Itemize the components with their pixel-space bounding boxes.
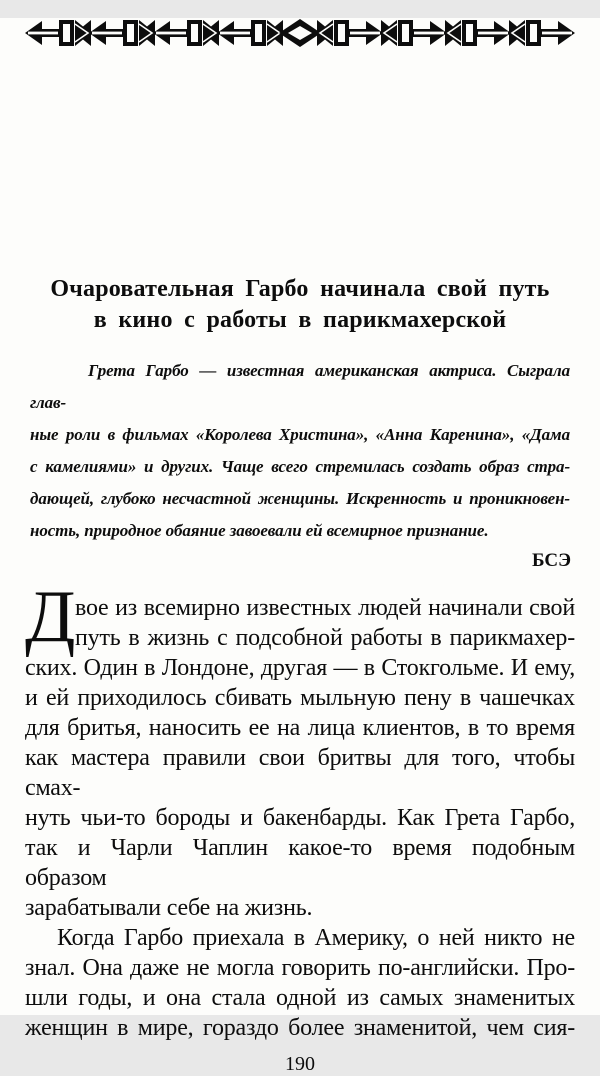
text-line: нуть чьи-то бороды и бакенбарды. Как Грета Гарбо, [25, 805, 575, 831]
epigraph-line: ность, природное обаяние завоевали ей всемирное признание. [30, 521, 489, 540]
epigraph-line: с камелиями» и других. Чаще всего стремилась создать образ стра- [30, 457, 570, 476]
text-line: для бритья, наносить ее на лица клиентов, в то время [25, 715, 575, 741]
text-line: шли годы, и она стала одной из самых знаменитых [25, 985, 575, 1011]
text-line: ских. Один в Лондоне, другая — в Стокгольме. И ему, [25, 655, 575, 681]
text-line: вое из всемирно известных людей начинали свой [75, 595, 575, 621]
decorative-border [25, 18, 575, 48]
ornament-pattern-icon [25, 18, 575, 48]
epigraph [25, 355, 575, 547]
text-line: и ей приходилось сбивать мыльную пену в чашечках [25, 685, 575, 711]
epigraph-line: дающей, глубоко несчастной женщины. Искренность и проникновен- [30, 489, 570, 508]
paragraph [25, 576, 575, 923]
article-title-line: Очаровательная Гарбо начинала свой путь [50, 276, 550, 302]
body-text [25, 576, 575, 1043]
page-number: 190 [285, 1053, 315, 1075]
paragraph [25, 923, 575, 1043]
book-page [0, 18, 600, 1075]
article-title-line: в кино с работы в парикмахерской [93, 307, 507, 333]
text-line: путь в жизнь с подсобной работы в парикмахер- [75, 625, 575, 651]
epigraph-attribution: БСЭ [531, 550, 571, 571]
text-line: знал. Она даже не могла говорить по-английски. Про- [25, 955, 575, 981]
epigraph-line: ные роли в фильмах «Королева Христина», «Анна Каренина», «Дама [30, 425, 570, 444]
text-line: зарабатывали себе на жизнь. [25, 895, 313, 921]
text-line: так и Чарли Чаплин какое-то время подобным образом [25, 835, 575, 891]
text-line: Когда Гарбо приехала в Америку, о ней никто не [57, 925, 575, 951]
epigraph-line: Грета Гарбо — известная американская актриса. Сыграла глав- [30, 361, 570, 412]
text-line: как мастера правили свои бритвы для того, чтобы смах- [25, 745, 575, 801]
article-title [25, 274, 575, 336]
text-line: женщин в мире, гораздо более знаменитой, чем сия- [25, 1015, 575, 1041]
drop-cap: Д [25, 576, 76, 658]
